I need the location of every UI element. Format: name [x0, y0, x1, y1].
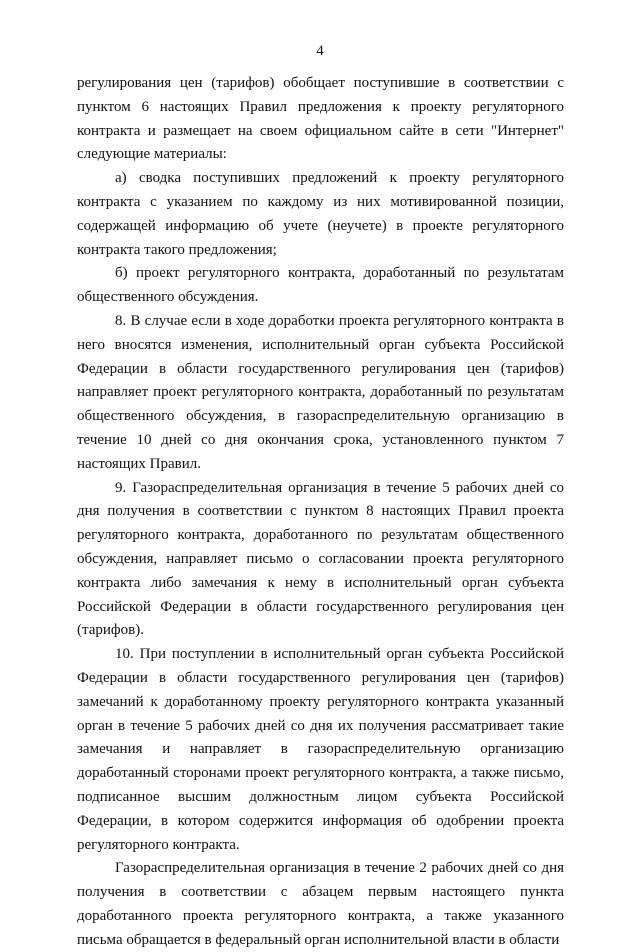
paragraph-clause-10-second: Газораспределительная организация в течение 2 рабочих дней со дня получения в соответствии с абзацем первым настоящего пункта доработанного проекта регуляторного контракта, а также указанного письма обращается в федеральный орган исполнительной власти в области [77, 860, 564, 948]
paragraph-clause-10: 10. При поступлении в исполнительный орган субъекта Российской Федерации в области государственного регулирования цен (тарифов) замечаний к доработанному проекту регуляторного контракта указанный орган в течение 5 рабочих дней со дня их получения рассматривает такие замечания и направляет в газораспределительную организацию доработанный сторонами проект регуляторного контракта, а также письмо, подписанное высшим должностным лицом субъекта Российской Федерации, в котором содержится информация об одобрении проекта регуляторного контракта. [77, 646, 564, 853]
paragraph-clause-9: 9. Газораспределительная организация в течение 5 рабочих дней со дня получения в соответствии с пунктом 8 настоящих Правил проекта регуляторного контракта, доработанного по результатам общественного обсуждения, направляет письмо о согласовании проекта регуляторного контракта либо замечания к нему в исполнительный орган субъекта Российской Федерации в области государственного регулирования цен (тарифов). [77, 479, 564, 639]
paragraph-continuation: регулирования цен (тарифов) обобщает поступившие в соответствии с пунктом 6 настоящих Правил предложения к проекту регуляторного контракта и размещает на своем официальном сайте в сети "Интернет" следующие материалы: [77, 75, 564, 163]
paragraph-item-b: б) проект регуляторного контракта, доработанный по результатам общественного обсуждения. [77, 265, 564, 306]
paragraph-item-a: а) сводка поступивших предложений к проекту регуляторного контракта с указанием по каждому из них мотивированной позиции, содержащей информацию об учете (неучете) в проекте регуляторного контракта такого предложения; [77, 170, 564, 258]
paragraph-clause-8: 8. В случае если в ходе доработки проекта регуляторного контракта в него вносятся изменения, исполнительный орган субъекта Российской Федерации в области государственного регулирования цен (тарифов) направляет проект регуляторного контракта, доработанный по результатам общественного обсуждения, в газораспределительную организацию в течение 10 дней со дня окончания срока, установленного пунктом 7 настоящих Правил. [77, 312, 564, 472]
page-number: 4 [316, 43, 324, 59]
document-body [77, 72, 564, 952]
